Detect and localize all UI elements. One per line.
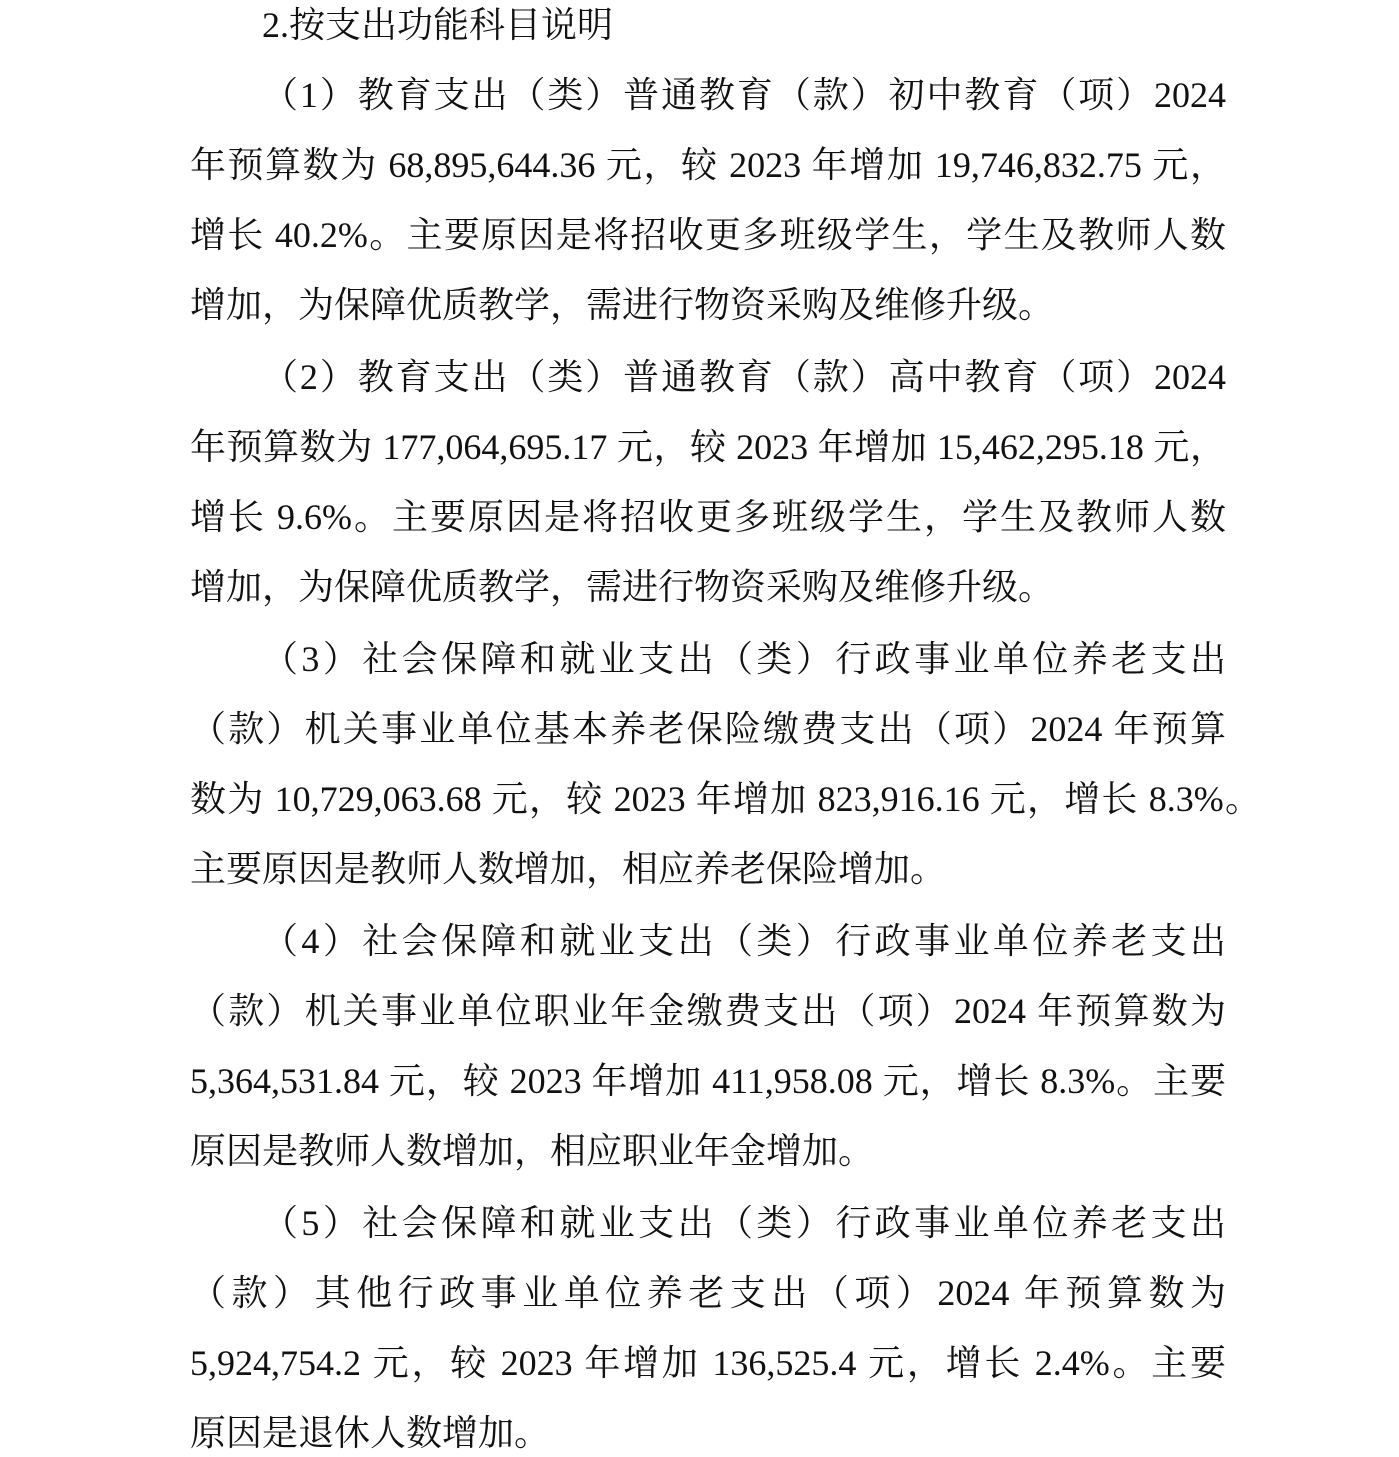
document-page [190, 5, 1261, 1453]
paragraph-4 [190, 919, 1226, 1171]
paragraph-1-line-3: 增长 40.2%。主要原因是将招收更多班级学生，学生及教师人数 [190, 215, 1226, 255]
paragraph-2-line-4: 增加，为保障优质教学，需进行物资采购及维修升级。 [190, 567, 1055, 607]
paragraph-3-line-4: 主要原因是教师人数增加，相应养老保险增加。 [190, 849, 947, 889]
paragraph-3 [190, 637, 1261, 889]
paragraph-2-line-3: 增长 9.6%。主要原因是将招收更多班级学生，学生及教师人数 [190, 497, 1226, 537]
paragraph-1-line-2: 年预算数为 68,895,644.36 元，较 2023 年增加 19,746,832.75 元， [190, 145, 1226, 185]
paragraph-4-line-1: （4）社会保障和就业支出（类）行政事业单位养老支出 [262, 921, 1226, 961]
paragraph-5 [190, 1201, 1226, 1453]
paragraph-3-line-1: （3）社会保障和就业支出（类）行政事业单位养老支出 [262, 639, 1226, 679]
paragraph-5-line-1: （5）社会保障和就业支出（类）行政事业单位养老支出 [262, 1203, 1226, 1243]
paragraph-1-line-1: （1）教育支出（类）普通教育（款）初中教育（项）2024 [262, 75, 1226, 115]
paragraph-4-line-2: （款）机关事业单位职业年金缴费支出（项）2024 年预算数为 [190, 991, 1226, 1031]
paragraph-5-line-2: （款）其他行政事业单位养老支出（项）2024 年预算数为 [190, 1273, 1226, 1313]
paragraph-1-line-4: 增加，为保障优质教学，需进行物资采购及维修升级。 [190, 285, 1055, 325]
paragraph-4-line-4: 原因是教师人数增加，相应职业年金增加。 [190, 1131, 875, 1171]
paragraph-4-line-3: 5,364,531.84 元，较 2023 年增加 411,958.08 元，增长 8.3%。主要 [190, 1061, 1226, 1101]
paragraph-2-line-1: （2）教育支出（类）普通教育（款）高中教育（项）2024 [262, 357, 1226, 397]
paragraph-5-line-4: 原因是退休人数增加。 [190, 1413, 551, 1453]
section-heading: 2.按支出功能科目说明 [262, 5, 614, 45]
paragraph-2 [190, 355, 1226, 607]
paragraph-2-line-2: 年预算数为 177,064,695.17 元，较 2023 年增加 15,462,295.18 元， [190, 427, 1226, 467]
paragraph-3-line-2: （款）机关事业单位基本养老保险缴费支出（项）2024 年预算 [190, 709, 1226, 749]
paragraph-3-line-3: 数为 10,729,063.68 元，较 2023 年增加 823,916.16 元，增长 8.3%。 [190, 779, 1261, 819]
paragraph-1 [190, 73, 1226, 325]
paragraph-5-line-3: 5,924,754.2 元，较 2023 年增加 136,525.4 元，增长 2.4%。主要 [190, 1343, 1226, 1383]
